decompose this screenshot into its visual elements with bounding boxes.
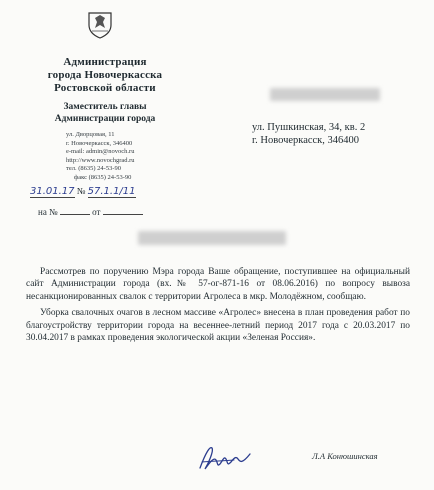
- contact-block: [66, 131, 135, 183]
- reference-from-label: от: [92, 207, 101, 217]
- organization-name: [30, 56, 180, 95]
- address-line: ул. Пушкинская, 34, кв. 2: [252, 122, 366, 133]
- org-line: Администрация: [63, 56, 147, 68]
- signer-name: Л.А Конюшинская: [312, 451, 378, 461]
- deputy-title: [30, 101, 180, 125]
- registration-number: 57.1.1/11: [87, 186, 136, 197]
- org-line: города Новочеркасска: [47, 69, 163, 81]
- address-line: г. Новочеркасск, 346400: [252, 135, 360, 146]
- org-line: Ростовской области: [54, 82, 156, 94]
- contact-phone: тел. (8635) 24-53-90: [66, 165, 122, 173]
- contact-fax: факс (8635) 24-53-90: [74, 173, 132, 181]
- recipient-address: [252, 121, 365, 147]
- deputy-line: Администрации города: [54, 114, 156, 124]
- reference-date-blank: [103, 206, 143, 215]
- contact-street: ул. Дворцовая, 11: [66, 131, 115, 138]
- reference-to-label: на №: [38, 207, 58, 217]
- reference-number-blank: [60, 206, 90, 215]
- handwritten-signature: [196, 442, 254, 474]
- registration-date: 31.01.17: [30, 186, 75, 197]
- redacted-salutation: [138, 231, 286, 245]
- number-sign: №: [76, 186, 86, 196]
- redacted-recipient-name: [270, 88, 380, 101]
- reference-registration: [38, 206, 143, 217]
- contact-email: e-mail: admin@novoch.ru: [66, 148, 135, 156]
- contact-website: http://www.novochgrad.ru: [66, 156, 135, 164]
- body-paragraph: Уборка свалочных очагов в лесном массиве «Агролес» внесена в план проведения работ по благоустройству территории города на весеннее-летний период 2017 года с 20.03.2017 по 30.04.2017 в рамках проведения экологической акции «Зеленая Россия».: [26, 308, 410, 344]
- deputy-line: Заместитель главы: [63, 102, 147, 112]
- contact-city: г. Новочеркасск, 346400: [66, 139, 133, 147]
- coat-of-arms-icon: [86, 10, 114, 40]
- letter-body: [26, 266, 410, 348]
- body-paragraph: Рассмотрев по поручению Мэра города Ваше обращение, поступившее на официальный сайт Администрации города (вх.№ 57-ог-871-16 от 08.06.2016) по вопросу вывоза несанкционированных свалок с территории Агролеса в мкр. Молодёжном, сообщаю.: [26, 267, 410, 302]
- outgoing-registration: [30, 186, 136, 198]
